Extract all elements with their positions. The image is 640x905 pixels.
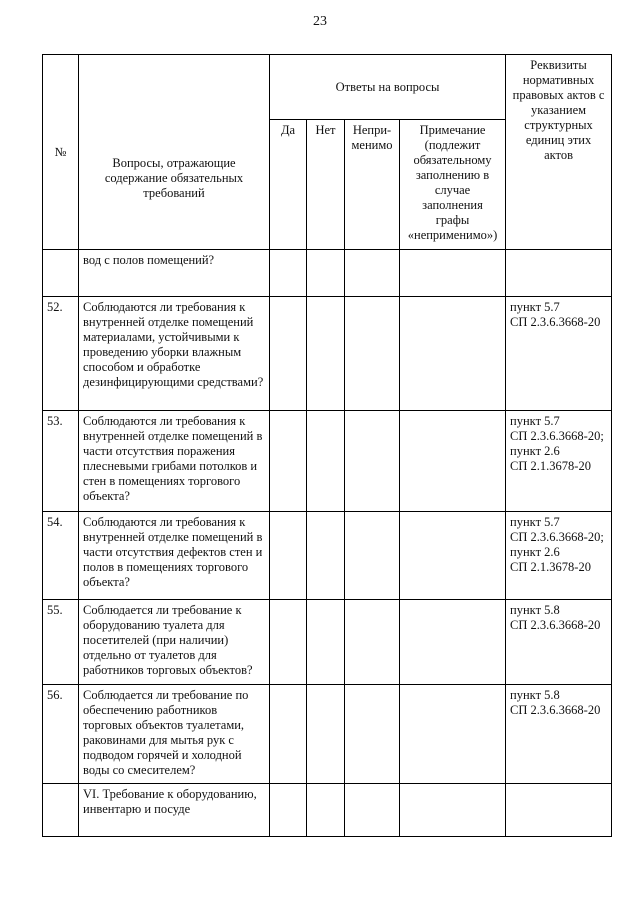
table-row bbox=[43, 512, 612, 600]
answer-na[interactable] bbox=[345, 685, 400, 784]
table-row bbox=[43, 600, 612, 685]
header-num: № bbox=[43, 55, 79, 250]
answer-note[interactable] bbox=[400, 600, 506, 685]
page-number: 23 bbox=[313, 14, 327, 29]
row-question: Соблюдаются ли требования к внутренней отделке помещений в части отсутствия поражения плесневыми грибами потолков и стен в помещениях торгового объекта? bbox=[79, 411, 270, 512]
answer-yes[interactable] bbox=[270, 512, 307, 600]
row-question: Соблюдаются ли требования к внутренней отделке помещений в части отсутствия дефектов стен и полов в помещениях торгового объекта? bbox=[79, 512, 270, 600]
row-question: Соблюдается ли требование к оборудованию туалета для посетителей (при наличии) отдельно от туалетов для работников торговых объектов? bbox=[79, 600, 270, 685]
row-ref bbox=[506, 784, 612, 837]
answer-note[interactable] bbox=[400, 685, 506, 784]
header-na: Непри- менимо bbox=[345, 120, 400, 250]
answer-na[interactable] bbox=[345, 250, 400, 297]
answer-no[interactable] bbox=[307, 685, 345, 784]
row-question: Соблюдаются ли требования к внутренней отделке помещений материалами, устойчивыми к проведению уборки влажным способом и обработке дезинфицирующими средствами? bbox=[79, 297, 270, 411]
row-num bbox=[43, 250, 79, 297]
answer-yes bbox=[270, 784, 307, 837]
row-ref: пункт 5.7 СП 2.3.6.3668-20; пункт 2.6 СП 2.1.3678-20 bbox=[506, 411, 612, 512]
answer-yes[interactable] bbox=[270, 250, 307, 297]
answer-no[interactable] bbox=[307, 600, 345, 685]
row-num: 55. bbox=[43, 600, 79, 685]
answer-no bbox=[307, 784, 345, 837]
answer-na[interactable] bbox=[345, 600, 400, 685]
row-ref: пункт 5.8 СП 2.3.6.3668-20 bbox=[506, 685, 612, 784]
header-no: Нет bbox=[307, 120, 345, 250]
header-yes: Да bbox=[270, 120, 307, 250]
answer-note bbox=[400, 784, 506, 837]
answer-yes[interactable] bbox=[270, 685, 307, 784]
table-row bbox=[43, 685, 612, 784]
answer-note[interactable] bbox=[400, 250, 506, 297]
answer-yes[interactable] bbox=[270, 600, 307, 685]
row-num: 56. bbox=[43, 685, 79, 784]
row-question: вод с полов помещений? bbox=[79, 250, 270, 297]
answer-no[interactable] bbox=[307, 250, 345, 297]
answer-no[interactable] bbox=[307, 411, 345, 512]
row-ref bbox=[506, 250, 612, 297]
table-row bbox=[43, 411, 612, 512]
row-ref: пункт 5.7 СП 2.3.6.3668-20 bbox=[506, 297, 612, 411]
answer-note[interactable] bbox=[400, 411, 506, 512]
section-row bbox=[43, 784, 612, 837]
table-row bbox=[43, 297, 612, 411]
header-answers: Ответы на вопросы bbox=[270, 55, 506, 120]
header-requisites: Реквизиты нормативных правовых актов с указанием структурных единиц этих актов bbox=[506, 55, 612, 250]
answer-yes[interactable] bbox=[270, 297, 307, 411]
row-question: Соблюдается ли требование по обеспечению работников торговых объектов туалетами, раковинами для мытья рук с подводом горячей и холодной воды со смесителем? bbox=[79, 685, 270, 784]
checklist-table bbox=[42, 54, 612, 837]
table-row bbox=[43, 250, 612, 297]
row-num: 52. bbox=[43, 297, 79, 411]
answer-yes[interactable] bbox=[270, 411, 307, 512]
row-num bbox=[43, 784, 79, 837]
row-num: 54. bbox=[43, 512, 79, 600]
answer-note[interactable] bbox=[400, 512, 506, 600]
answer-na bbox=[345, 784, 400, 837]
row-ref: пункт 5.7 СП 2.3.6.3668-20; пункт 2.6 СП 2.1.3678-20 bbox=[506, 512, 612, 600]
answer-na[interactable] bbox=[345, 297, 400, 411]
answer-na[interactable] bbox=[345, 411, 400, 512]
header-row-top bbox=[43, 55, 612, 120]
section-heading: VI. Требование к оборудованию, инвентарю и посуде bbox=[79, 784, 270, 837]
answer-note[interactable] bbox=[400, 297, 506, 411]
row-ref: пункт 5.8 СП 2.3.6.3668-20 bbox=[506, 600, 612, 685]
row-num: 53. bbox=[43, 411, 79, 512]
answer-no[interactable] bbox=[307, 512, 345, 600]
answer-no[interactable] bbox=[307, 297, 345, 411]
header-question: Вопросы, отражающие содержание обязательных требований bbox=[79, 55, 270, 250]
answer-na[interactable] bbox=[345, 512, 400, 600]
header-note: Примечание (подлежит обязательному заполнению в случае заполнения графы «неприменимо») bbox=[400, 120, 506, 250]
